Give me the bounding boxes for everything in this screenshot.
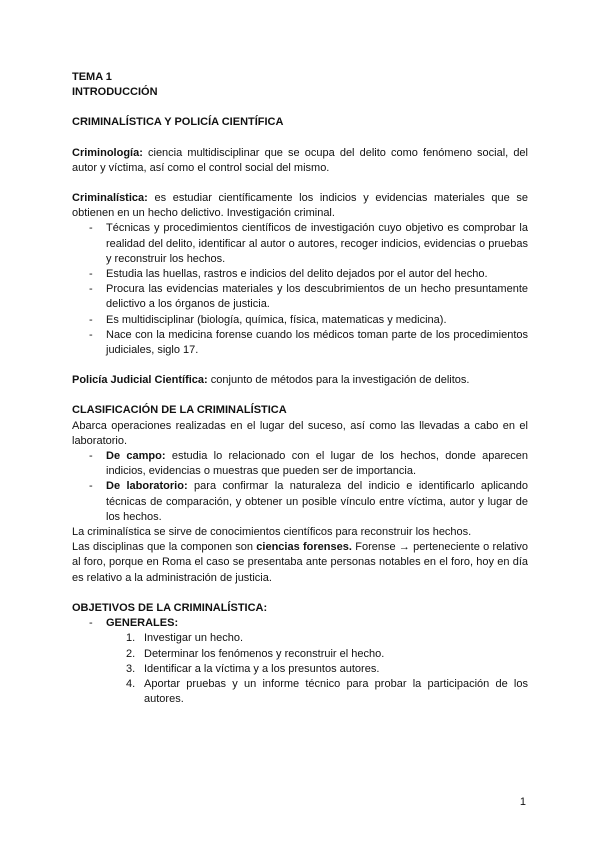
criminologia-definition (72, 146, 528, 176)
generales-list (72, 631, 528, 707)
list-item: - Es multidisciplinar (biología, química, física, matematicas y medicina). (72, 313, 528, 328)
item-number: 4. (126, 677, 136, 690)
clasificacion-term-laboratorio: De laboratorio: (106, 480, 188, 493)
clasificacion-list (72, 449, 528, 525)
objetivos-list (72, 616, 528, 631)
generales-label: GENERALES: (106, 617, 179, 630)
clasificacion-paragraph-2 (72, 540, 528, 586)
list-item (72, 662, 528, 677)
item-text: Aportar pruebas y un informe técnico para probar la participación de los autores. (144, 677, 528, 706)
list-item (72, 677, 528, 707)
criminalistica-text: es estudiar científicamente los indicios y evidencias materiales que se obtienen en un hecho delictivo. Investigación criminal. (72, 192, 528, 220)
section-title-objetivos: OBJETIVOS DE LA CRIMINALÍSTICA: (72, 601, 268, 614)
item-number: 3. (126, 662, 136, 675)
item-number: 2. (126, 647, 136, 660)
item-number: 1. (126, 632, 136, 645)
section-title-clasificacion: CLASIFICACIÓN DE LA CRIMINALÍSTICA (72, 404, 287, 417)
list-item (72, 647, 528, 662)
item-text: Determinar los fenómenos y reconstruir el hecho. (144, 647, 385, 660)
item-text: Identificar a la víctima y a los presuntos autores. (144, 662, 380, 675)
page-number: 1 (519, 796, 526, 808)
paragraph-text: Forense → perteneciente o relativo al foro, porque en Roma el caso se presentaba ante personas notables en el foro, hoy en día es relativo a la administración de justicia. (72, 541, 529, 584)
criminologia-term: Criminología: (72, 146, 143, 159)
clasificacion-text-campo: estudia lo relacionado con el lugar de los hechos, donde aparecen indicios, evidencias o muestras que pueden ser de importancia. (106, 450, 528, 478)
list-item (72, 479, 528, 525)
list-item: - Estudia las huellas, rastros e indicios del delito dejados por el autor del hecho. (72, 267, 528, 282)
clasificacion-intro: Abarca operaciones realizadas en el lugar del suceso, así como las llevadas a cabo en el laboratorio. (72, 419, 528, 447)
ciencias-forenses-term: ciencias forenses. (256, 541, 352, 554)
list-item: - Procura las evidencias materiales y los descubrimientos de un hecho presuntamente delictivo a los órganos de justicia. (72, 282, 528, 312)
list-item: - Técnicas y procedimientos científicos de investigación cuyo objetivo es comprobar la realidad del delito, identificar al autor o autores, recoger indicios, evidencias o pruebas y reconstruir los hechos. (72, 221, 528, 267)
criminalistica-term: Criminalística: (72, 192, 148, 205)
policia-term: Policía Judicial Científica: (72, 374, 208, 387)
section-title-criminalistica-policia: CRIMINALÍSTICA Y POLICÍA CIENTÍFICA (72, 116, 284, 129)
paragraph-text: Las disciplinas que la componen son (72, 541, 257, 554)
criminalistica-definition (72, 191, 528, 221)
tema-heading: TEMA 1 (72, 71, 112, 83)
item-text: Investigar un hecho. (144, 632, 244, 645)
list-item (72, 631, 528, 646)
list-item (72, 449, 528, 479)
policia-definition (72, 373, 528, 388)
clasificacion-term-campo: De campo: (106, 450, 166, 463)
criminalistica-list (72, 221, 528, 358)
document-body (72, 70, 528, 707)
list-item (72, 616, 528, 631)
clasificacion-text-laboratorio: para confirmar la naturaleza del indicio e identificarlo aplicando técnicas de comparación, y obtener un posible vínculo entre víctima, autor y lugar de los hechos. (106, 480, 528, 523)
criminologia-text: ciencia multidisciplinar que se ocupa del delito como fenómeno social, del autor y víctima, así como el control social del mismo. (72, 146, 528, 174)
clasificacion-paragraph-1: La criminalística se sirve de conocimientos científicos para reconstruir los hechos. (72, 526, 472, 539)
intro-heading: INTRODUCCIÓN (72, 86, 158, 99)
list-item: - Nace con la medicina forense cuando los médicos toman parte de los procedimientos judiciales, siglo 17. (72, 328, 528, 358)
policia-text: conjunto de métodos para la investigación de delitos. (207, 374, 470, 387)
